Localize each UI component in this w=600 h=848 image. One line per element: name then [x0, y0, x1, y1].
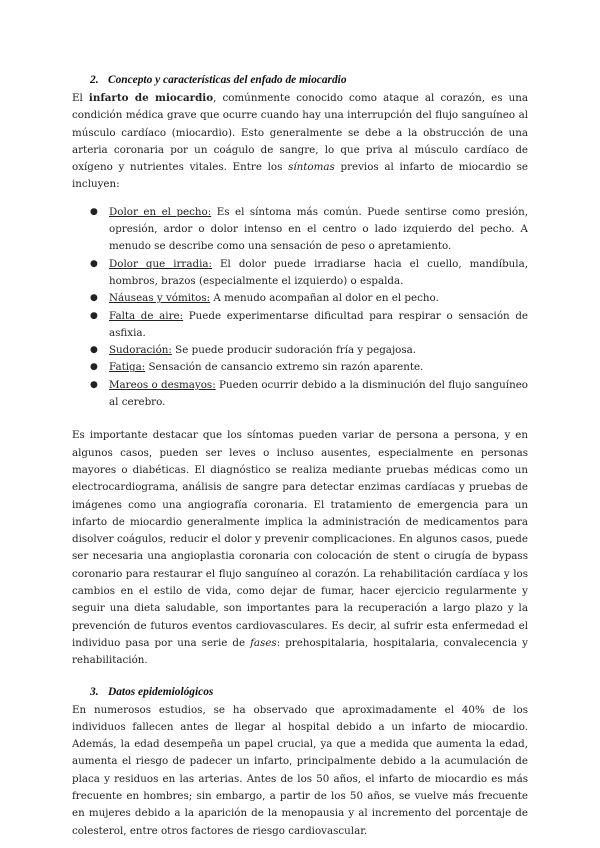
- symptom-item: [72, 342, 528, 359]
- symptom-desc: Es el síntoma más común. Puede sentirse como presión, opresión, ardor o dolor intenso en el centro o lado izquierdo del pecho. A menudo se describe como una sensación de peso o apretamiento.: [109, 205, 528, 253]
- symptom-item: [72, 308, 528, 343]
- bullet-icon: ●: [90, 293, 98, 304]
- intro-italic-term: síntomas: [288, 161, 335, 174]
- symptom-item: [72, 377, 528, 412]
- body-text-1: Es importante destacar que los síntomas pueden variar de persona a persona, y en algunos casos, pueden ser leves o incluso ausentes, especialmente en personas mayores o diabéticas. El diagnóstico se realiza mediante pruebas médicas como un electrocardiograma, análisis de sangre para detectar enzimas cardíacas y pruebas de imágenes como una angiografía coronaria. El tratamiento de emergencia para un infarto de miocardio generalmente implica la administración de medicamentos para disolver coágulos, reducir el dolor y prevenir complicaciones. En algunos casos, puede ser necesaria una angioplastia coronaria con colocación de stent o cirugía de bypass coronario para restaurar el flujo sanguíneo al corazón. La rehabilitación cardíaca y los cambios en el estilo de vida, como dejar de fumar, hacer ejercicio regularmente y seguir una dieta saludable, son importantes para la recuperación a largo plazo y la prevención de futuros eventos cardiovasculares. Es decir, al sufrir esta enfermedad el individuo pasa por una serie de: [72, 429, 528, 649]
- intro-text-1: El: [72, 92, 89, 104]
- symptom-item: [72, 359, 528, 376]
- symptom-term: Sudoración:: [109, 344, 172, 357]
- section-2-heading: [72, 72, 528, 89]
- symptom-item: [72, 204, 528, 256]
- body-italic-term: fases: [250, 636, 277, 649]
- bullet-icon: ●: [90, 345, 98, 356]
- symptom-term: Dolor que irradia:: [109, 257, 212, 270]
- intro-text-3: previos al infarto de miocardio se incluyen:: [72, 161, 528, 191]
- symptom-term: Náuseas y vómitos:: [109, 292, 211, 305]
- symptom-desc: Sensación de cansancio extremo sin razón aparente.: [145, 361, 424, 374]
- body-text-2: : prehospitalaria, hospitalaria, convalecencia y rehabilitación.: [72, 636, 528, 667]
- symptom-list: [72, 204, 528, 412]
- bullet-icon: ●: [90, 379, 98, 390]
- section-3-heading: [72, 684, 528, 701]
- symptom-desc: A menudo acompañan al dolor en el pecho.: [210, 292, 439, 305]
- section-3-body: En numerosos estudios, se ha observado que aproximadamente el 40% de los individuos fallecen antes de llegar al hospital debido a un infarto de miocardio. Además, la edad desempeña un papel crucial, ya que a medida que aumenta la edad, aumenta el riesgo de padecer un infarto, principalmente debido a la acumulación de placa y residuos en las arterias. Antes de los 50 años, el infarto de miocardio es más frecuente en hombres; sin embargo, a partir de los 50 años, se vuelve más frecuente en mujeres debido a la aparición de la menopausia y al incremento del porcentaje de colesterol, entre otros factores de riesgo cardiovascular.: [72, 703, 528, 837]
- symptom-term: Fatiga:: [109, 361, 146, 374]
- symptom-item: [72, 290, 528, 307]
- section-2-body: [72, 427, 528, 669]
- section-2-intro: [72, 90, 528, 194]
- bullet-icon: ●: [90, 310, 98, 321]
- bullet-icon: ●: [90, 362, 98, 373]
- symptom-term: Mareos o desmayos:: [109, 378, 216, 391]
- section-2-title: Concepto y características del enfado de miocardio: [108, 74, 347, 86]
- spacer: [72, 411, 528, 427]
- section-3-title: Datos epidemiológicos: [108, 685, 214, 698]
- section-3-number: 3.: [90, 685, 99, 698]
- symptom-desc: Pueden ocurrir debido a la disminución del flujo sanguíneo al cerebro.: [109, 378, 529, 409]
- bullet-icon: ●: [90, 258, 98, 269]
- bullet-icon: ●: [90, 206, 98, 217]
- intro-text-2: , comúnmente conocido como ataque al corazón, es una condición médica grave que ocurre cuando hay una interrupción del flujo sanguíneo al músculo cardíaco (miocardio). Esto generalmente se debe a la obstrucción de una arteria coronaria por un coágulo de sangre, lo que priva al músculo cardíaco de oxígeno y nutrientes vitales. Entre los: [72, 92, 528, 174]
- symptom-desc: Puede experimentarse dificultad para respirar o sensación de asfixia.: [109, 309, 528, 339]
- symptom-item: [72, 256, 528, 291]
- symptom-term: Dolor en el pecho:: [109, 205, 212, 218]
- symptom-desc: El dolor puede irradiarse hacia el cuello, mandíbula, hombros, brazos (especialmente el izquierdo) o espalda.: [109, 257, 528, 287]
- symptom-desc: Se puede producir sudoración fría y pegajosa.: [171, 344, 417, 357]
- intro-bold-term: infarto de miocardio: [88, 92, 214, 104]
- spacer: [72, 670, 528, 684]
- symptom-term: Falta de aire:: [109, 309, 184, 322]
- section-2-number: 2.: [90, 74, 99, 86]
